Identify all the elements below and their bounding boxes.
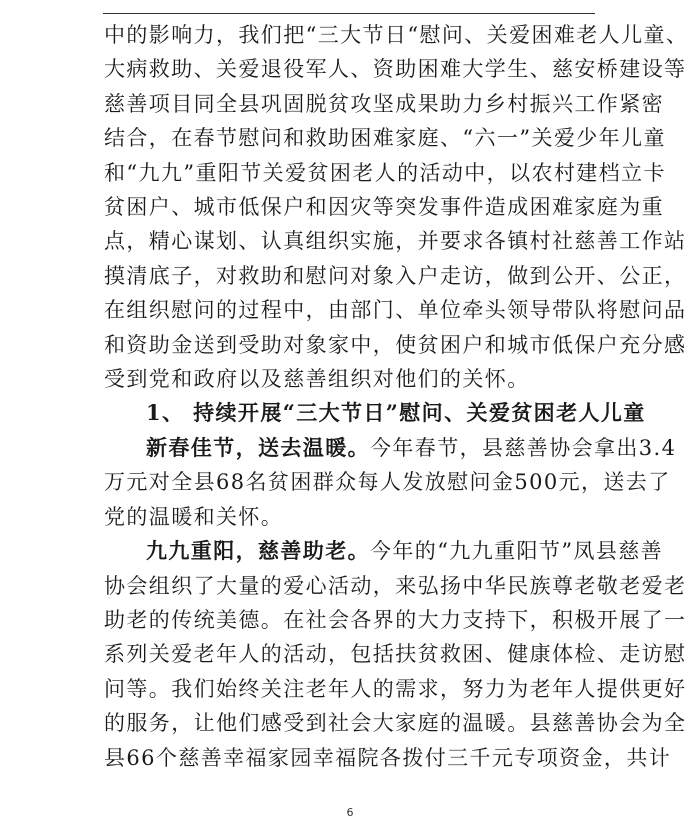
paragraph-2 [104,431,677,534]
text-line: 贫困户、城市低保户和因灾等突发事件造成困难家庭为重 [104,195,664,220]
text-line: 的服务，让他们感受到社会大家庭的温暖。县慈善协会为全 [104,711,687,736]
text-line: 和资助金送到受助对象家中，使贫困户和城市低保户充分感 [104,332,687,357]
text-line [104,431,677,465]
section-heading: 1、 持续开展“三大节日”慰问、关爱贫困老人儿童 [146,400,646,426]
paragraph-lead: 新春佳节，送去温暖。 [146,434,370,460]
text-line: 慈善项目同全县巩固脱贫攻坚成果助力乡村振兴工作紧密 [104,91,664,116]
text-line [104,534,664,568]
text-line: 在组织慰问的过程中，由部门、单位牵头领导带队将慰问品 [104,298,687,323]
text-line: 万元对全县68名贫困群众每人发放慰问金500元，送去了 [104,470,671,495]
text-line: 县66个慈善幸福家园幸福院各拨付三千元专项资金，共计 [104,745,672,770]
text-line: 摸清底子，对救助和慰问对象入户走访，做到公开、公正， [104,263,687,288]
paragraph-lead: 九九重阳，慈善助老。 [146,538,370,564]
paragraph-3 [104,534,687,775]
text-line: 大病救助、关爱退役军人、资助困难大学生、慈安桥建设等 [104,57,687,82]
paragraph-text: 今年的“九九重阳节”凤县慈善 [370,539,664,564]
text-line: 结合，在春节慰问和救助困难家庭、“六一”关爱少年儿童 [104,126,666,151]
header-rule [103,13,595,14]
text-line: 助老的传统美德。在社会各界的大力支持下，积极开展了一 [104,607,687,632]
text-line: 协会组织了大量的爱心活动，来弘扬中华民族尊老敬老爱老 [104,573,687,598]
paragraph-text: 今年春节，县慈善协会拿出3.4 [370,435,677,460]
text-line: 和“九九”重阳节关爱贫困老人的活动中，以农村建档立卡 [104,160,666,185]
text-line: 受到党和政府以及慈善组织对他们的关怀。 [104,367,530,392]
paragraph-1 [104,18,689,396]
document-body [104,18,689,775]
text-line: 党的温暖和关怀。 [104,504,284,529]
text-line: 问等。我们始终关注老年人的需求，努力为老年人提供更好 [104,676,687,701]
text-line: 系列关爱老年人的活动，包括扶贫救困、健康体检、走访慰 [104,642,687,667]
text-line: 中的影响力，我们把“三大节日“慰问、关爱困难老人儿童、 [104,23,689,47]
page-number: 6 [346,806,354,819]
text-line: 点，精心谋划、认真组织实施，并要求各镇村社慈善工作站 [104,229,687,254]
